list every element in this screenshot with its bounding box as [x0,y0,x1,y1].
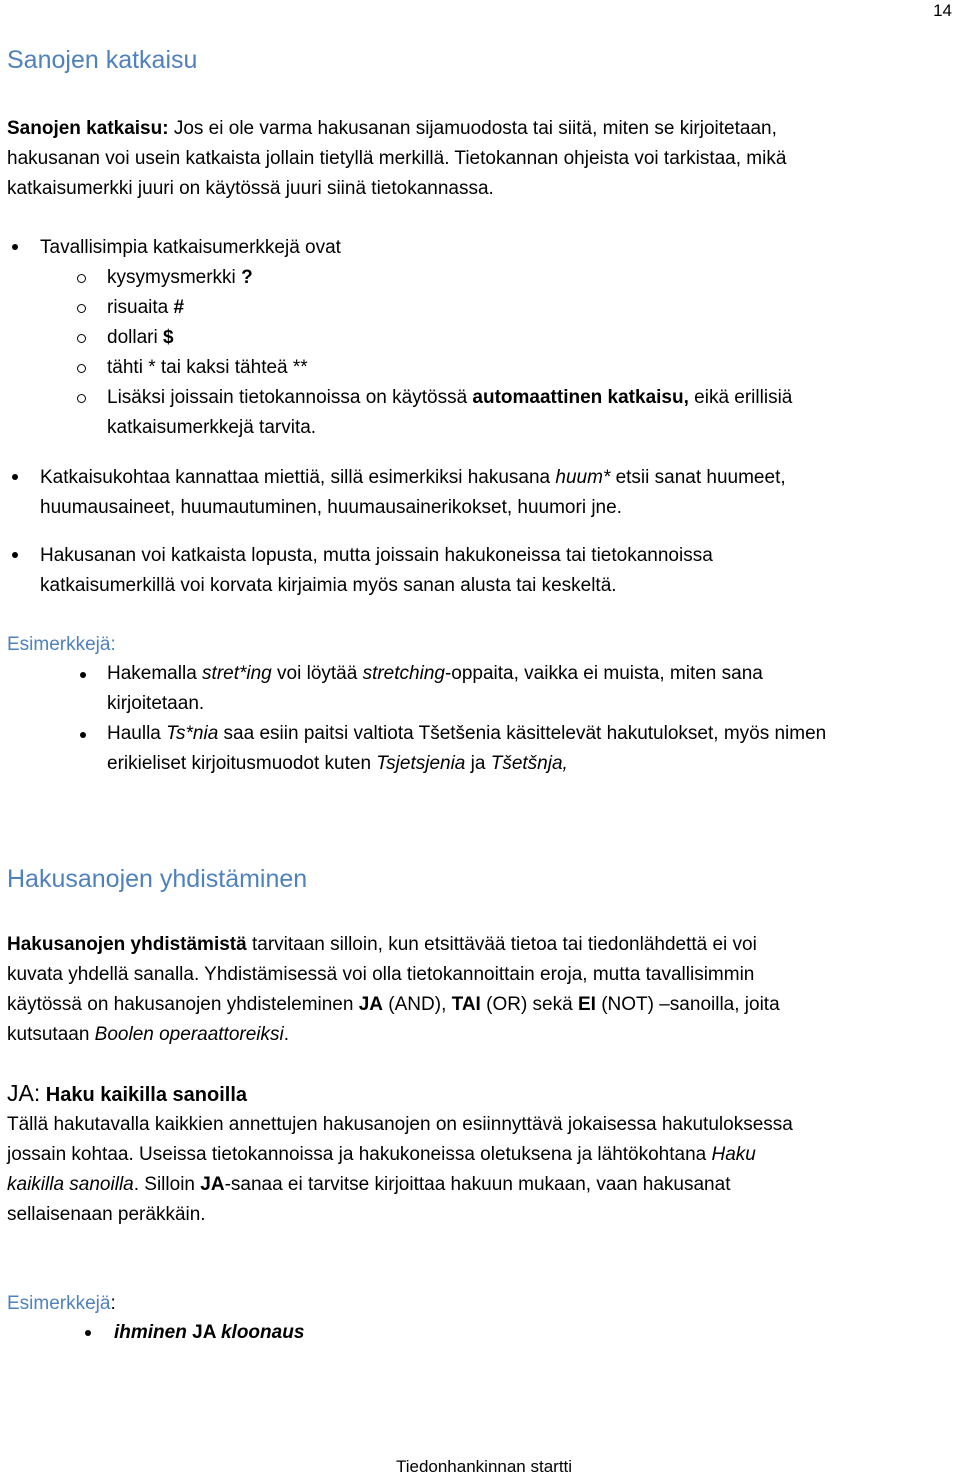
ja-line-3: kaikilla sanoilla. Silloin JA-sanaa ei tarvitse kirjoittaa hakuun mukaan, vaan hakusanat [7,1174,731,1195]
bullet-dot-icon [12,552,18,558]
bullet-truncate-end: Hakusanan voi katkaista lopusta, mutta joissain hakukoneissa tai tietokannoissa [40,545,713,566]
section-title-combining: Hakusanojen yhdistäminen [7,865,308,893]
circle-bullet-icon [77,394,86,403]
bullet-dot-icon [85,1330,91,1336]
ja-line-4: sellaisenaan peräkkäin. [7,1204,206,1225]
circle-bullet-icon [77,304,86,313]
example-chechnya-cont: erikieliset kirjoitusmuodot kuten Tsjetsjenia ja Tšetšnja, [107,753,568,774]
sub-item-asterisk: tähti * tai kaksi tähteä ** [107,357,308,378]
examples-label: Esimerkkejä: [7,634,116,655]
example-chechnya: Haulla Ts*nia saa esiin paitsi valtiota Tšetšenia käsittelevät hakutulokset, myös nimen [107,723,827,744]
bullet-truncation-point-cont: huumausaineet, huumautuminen, huumausainerikokset, huumori jne. [40,497,622,518]
examples-label-2: Esimerkkejä: [7,1293,116,1314]
combining-line-3: käytössä on hakusanojen yhdisteleminen JA (AND), TAI (OR) sekä EI (NOT) –sanoilla, joita [7,994,780,1015]
intro-line-1: Sanojen katkaisu: Jos ei ole varma hakusanan sijamuodosta tai siitä, miten se kirjoitetaan, [7,118,777,139]
example-stretching: Hakemalla stret*ing voi löytää stretching-oppaita, vaikka ei muista, miten sana [107,663,763,684]
circle-bullet-icon [77,274,86,283]
bullet-dot-icon [80,672,86,678]
bullet-truncate-end-cont: katkaisumerkillä voi korvata kirjaimia myös sanan alusta tai keskeltä. [40,575,617,596]
combining-line-2: kuvata yhdellä sanalla. Yhdistämisessä voi olla tietokannoittain eroja, mutta tavallisimmin [7,964,755,985]
bullet-dot-icon [12,244,18,250]
ja-heading: JA: Haku kaikilla sanoilla [7,1080,248,1106]
bullet-dot-icon [12,474,18,480]
sub-item-automatic: Lisäksi joissain tietokannoissa on käytössä automaattinen katkaisu, eikä erillisiä [107,387,793,408]
ja-line-1: Tällä hakutavalla kaikkien annettujen hakusanojen on esiinnyttävä jokaisessa hakutuloksessa [7,1114,793,1135]
combining-line-1: Hakusanojen yhdistämistä tarvitaan silloin, kun etsittävää tietoa tai tiedonlähdettä ei voi [7,934,757,955]
circle-bullet-icon [77,364,86,373]
example-stretching-cont: kirjoitetaan. [107,693,205,714]
section-title-truncation: Sanojen katkaisu [7,46,198,74]
combining-line-4: kutsutaan Boolen operaattoreiksi. [7,1024,290,1045]
bullet-common-marks: Tavallisimpia katkaisumerkkejä ovat [40,237,341,258]
example-human-cloning: ihminen JA kloonaus [114,1322,305,1343]
sub-item-hash: risuaita # [107,297,185,318]
sub-item-question-mark: kysymysmerkki ? [107,267,253,288]
bullet-truncation-point: Katkaisukohtaa kannattaa miettiä, sillä esimerkiksi hakusana huum* etsii sanat huumeet, [40,467,786,488]
ja-line-2: jossain kohtaa. Useissa tietokannoissa ja hakukoneissa oletuksena ja lähtökohtana Haku [7,1144,756,1165]
circle-bullet-icon [77,334,86,343]
page-number: 14 [933,1,952,20]
sub-item-dollar: dollari $ [107,327,174,348]
intro-line-2: hakusanan voi usein katkaista jollain tietyllä merkillä. Tietokannan ohjeista voi tarkistaa, mikä [7,148,787,169]
sub-item-automatic-cont: katkaisumerkkejä tarvita. [107,417,317,438]
intro-line-3: katkaisumerkki juuri on käytössä juuri siinä tietokannassa. [7,178,494,199]
bullet-dot-icon [80,732,86,738]
page-footer: Tiedonhankinnan startti [395,1457,573,1476]
